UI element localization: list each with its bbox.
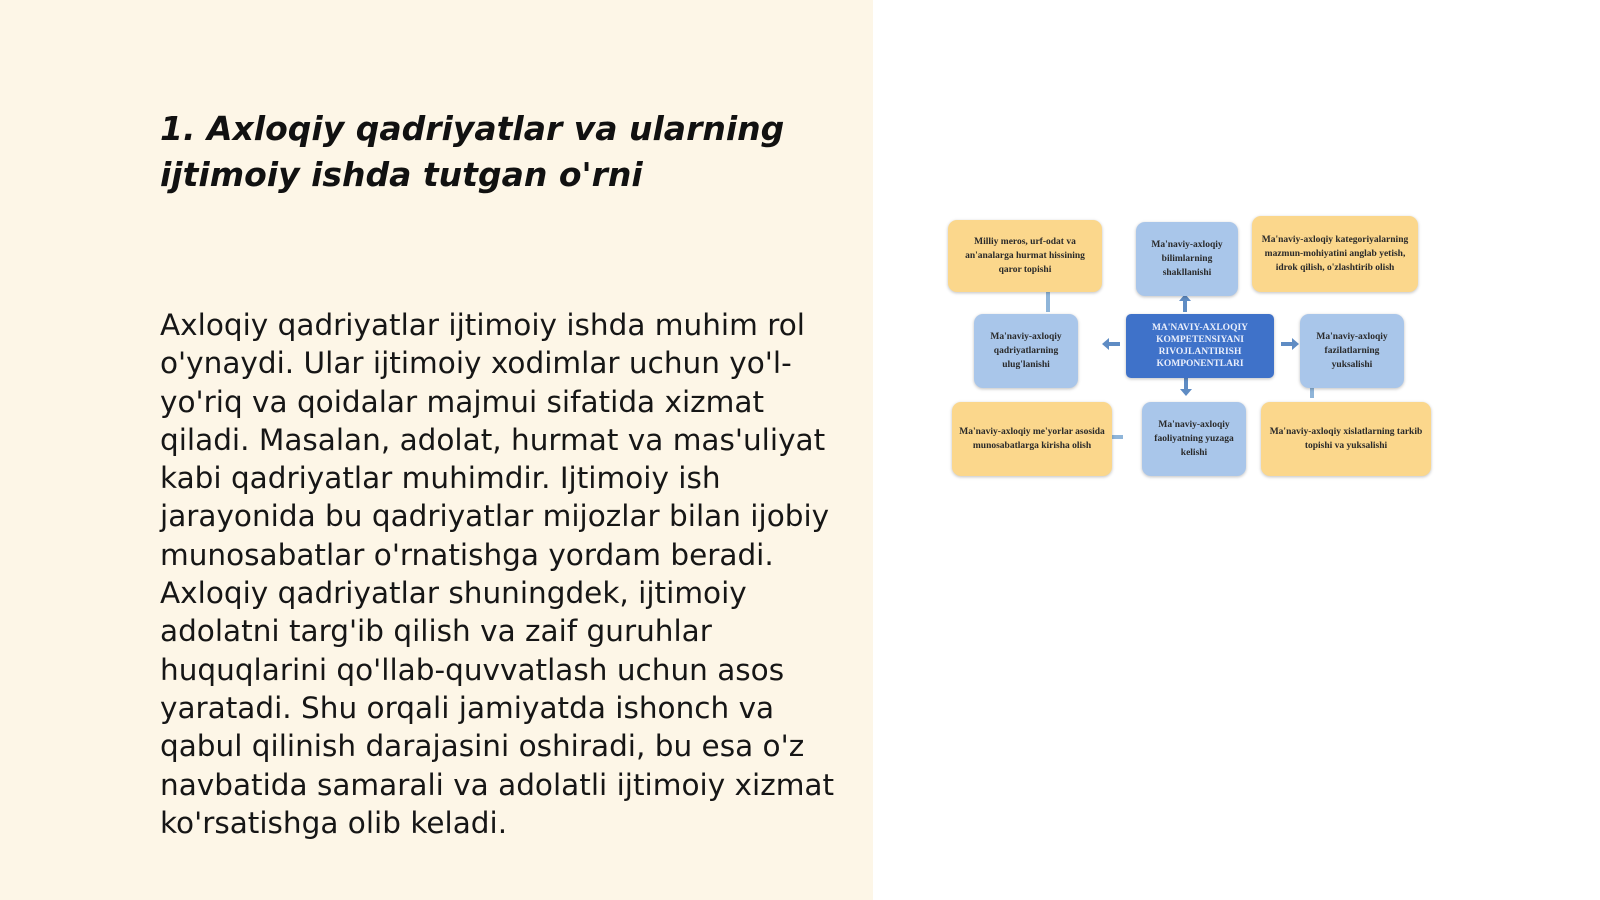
arrow-up-icon xyxy=(1179,294,1191,312)
connector-bottom-left xyxy=(1111,435,1123,439)
node-bottom-left: Ma'naviy-axloqiy me'yorlar asosida munosabatlarga kirisha olish xyxy=(952,402,1112,476)
competence-components-diagram xyxy=(960,210,1440,485)
node-middle-right: Ma'naviy-axloqiy fazilatlarning yuksalishi xyxy=(1300,314,1404,388)
node-top-left: Milliy meros, urf-odat va an'analarga hurmat hissining qaror topishi xyxy=(948,220,1102,292)
slide-body-text: Axloqiy qadriyatlar ijtimoiy ishda muhim rol o'ynaydi. Ular ijtimoiy xodimlar uchun yo'l-yo'riq va qoidalar majmui sifatida xizmat qiladi. Masalan, adolat, hurmat va mas'uliyat kabi qadriyatlar muhimdir. Ijtimoiy ish jarayonida bu qadriyatlar mijozlar bilan ijobiy munosabatlar o'rnatishga yordam beradi. Axloqiy qadriyatlar shuningdek, ijtimoiy adolatni targ'ib qilish va zaif guruhlar huquqlarini qo'llab-quvvatlash uchun asos yaratadi. Shu orqali jamiyatda ishonch va qabul qilinish darajasini oshiradi, bu esa o'z navbatida samarali va adolatli ijtimoiy xizmat ko'rsatishga olib keladi. xyxy=(160,308,835,840)
node-center: MA'NAVIY-AXLOQIY KOMPETENSIYANI RIVOJLANTIRISH KOMPONENTLARI xyxy=(1126,314,1274,378)
arrow-down-icon xyxy=(1180,378,1192,396)
node-bottom-right: Ma'naviy-axloqiy xislatlarning tarkib topishi va yuksalishi xyxy=(1261,402,1431,476)
arrow-left-icon xyxy=(1102,338,1120,350)
node-middle-left: Ma'naviy-axloqiy qadriyatlarning ulug'lanishi xyxy=(974,314,1078,388)
node-top-middle: Ma'naviy-axloqiy bilimlarning shakllanishi xyxy=(1136,222,1238,296)
arrow-right-icon xyxy=(1281,338,1299,350)
connector-top-left xyxy=(1046,290,1050,312)
slide-title: 1. Axloqiy qadriyatlar va ularning ijtimoiy ishda tutgan o'rni xyxy=(160,109,785,194)
node-bottom-middle: Ma'naviy-axloqiy faoliyatning yuzaga kelishi xyxy=(1142,402,1246,476)
node-top-right: Ma'naviy-axloqiy kategoriyalarning mazmun-mohiyatini anglab yetish, idrok qilish, o'zlashtirib olish xyxy=(1252,216,1418,292)
